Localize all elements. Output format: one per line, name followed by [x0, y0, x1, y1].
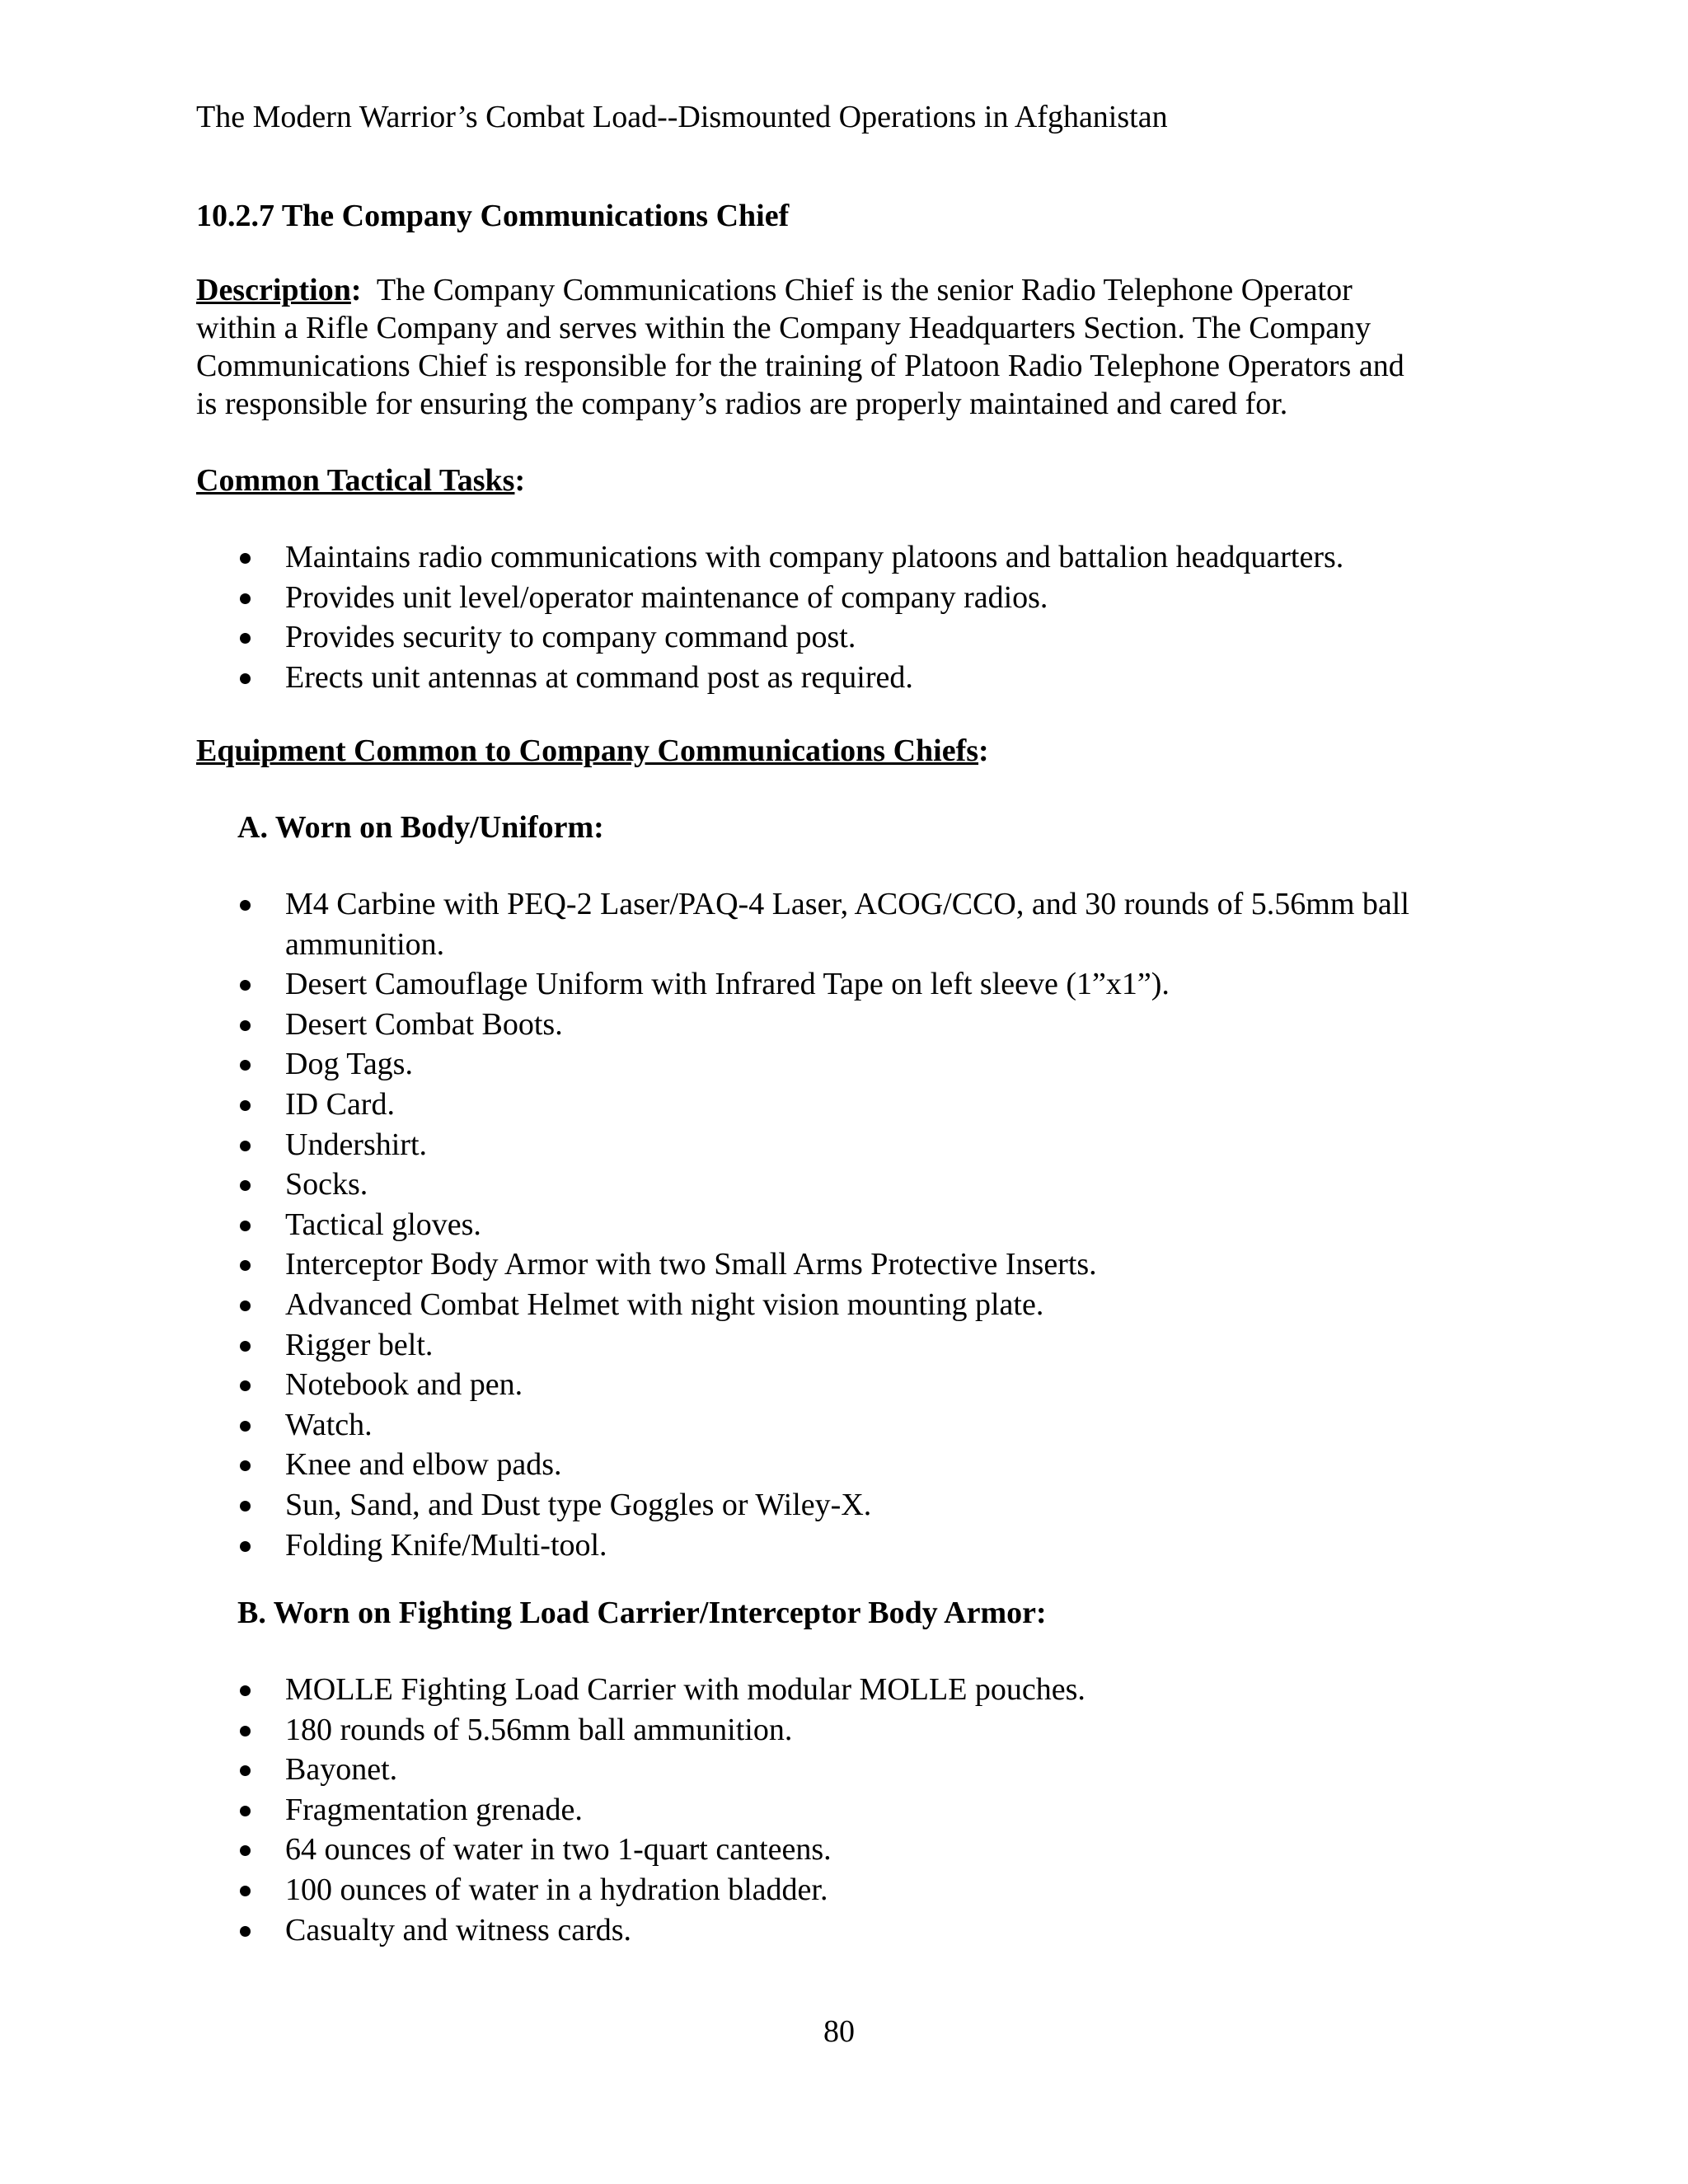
list-item-text: Desert Combat Boots.	[285, 1006, 563, 1042]
bullet-icon	[240, 633, 251, 644]
list-item	[196, 1910, 1515, 1951]
group-a-list	[196, 884, 1515, 1565]
list-item	[196, 1526, 1515, 1566]
bullet-icon	[240, 553, 251, 564]
list-item-text: Socks.	[285, 1167, 368, 1202]
list-item	[196, 1750, 1515, 1790]
list-item	[196, 1870, 1515, 1910]
list-item	[196, 1044, 1515, 1085]
bullet-icon	[240, 980, 251, 991]
list-item	[196, 617, 1515, 658]
bullet-icon	[240, 1341, 251, 1352]
bullet-icon	[240, 1260, 251, 1271]
list-item-text: Tactical gloves.	[285, 1207, 481, 1242]
description-line-4: is responsible for ensuring the company’s radios are properly maintained and cared for.	[196, 387, 1288, 421]
running-header-title: The Modern Warrior’s Combat Load--Dismounted Operations in Afghanistan	[196, 100, 1168, 134]
list-item	[196, 1285, 1515, 1325]
page-number: 80	[823, 2014, 855, 2049]
group-a-heading: A. Worn on Body/Uniform:	[237, 810, 604, 845]
list-item	[196, 1325, 1515, 1366]
list-item	[196, 964, 1515, 1005]
bullet-icon	[240, 1460, 251, 1471]
bullet-icon	[240, 1685, 251, 1696]
common-tasks-list	[196, 537, 1515, 697]
list-item-text: MOLLE Fighting Load Carrier with modular MOLLE pouches.	[285, 1672, 1085, 1707]
description-label-colon: :	[350, 273, 362, 307]
list-item	[196, 1165, 1515, 1205]
list-item-text: Provides unit level/operator maintenance of company radios.	[285, 579, 1048, 615]
document-page	[196, 0, 1515, 2184]
bullet-icon	[240, 1501, 251, 1511]
list-item	[196, 884, 1515, 964]
list-item-text: Desert Camouflage Uniform with Infrared Tape on left sleeve (1”x1”).	[285, 967, 1170, 1002]
list-item-text: Notebook and pen.	[285, 1367, 523, 1403]
list-item	[196, 1005, 1515, 1045]
list-item	[196, 658, 1515, 698]
bullet-icon	[240, 1421, 251, 1432]
bullet-icon	[240, 1380, 251, 1391]
bullet-icon	[240, 1141, 251, 1151]
description-text-1: The Company Communications Chief is the senior Radio Telephone Operator	[376, 273, 1353, 307]
list-item-text: Casualty and witness cards.	[285, 1912, 632, 1947]
list-item	[196, 1205, 1515, 1245]
bullet-icon	[240, 1301, 251, 1311]
list-item	[196, 1830, 1515, 1870]
list-item-text: Advanced Combat Helmet with night vision mounting plate.	[285, 1286, 1044, 1322]
list-item	[196, 1790, 1515, 1830]
list-item-text-continued: ammunition.	[285, 926, 445, 962]
list-item	[196, 578, 1515, 618]
bullet-icon	[240, 900, 251, 911]
bullet-icon	[240, 1765, 251, 1776]
list-item-text: Fragmentation grenade.	[285, 1792, 583, 1827]
description-line-3: Communications Chief is responsible for the training of Platoon Radio Telephone Operators and	[196, 349, 1404, 383]
list-item-text: Erects unit antennas at command post as required.	[285, 659, 913, 695]
group-b-list	[196, 1670, 1515, 1950]
bullet-icon	[240, 1020, 251, 1031]
description-line-1	[196, 271, 1515, 309]
list-item	[196, 1670, 1515, 1710]
equipment-heading-text: Equipment Common to Company Communications Chiefs	[196, 733, 979, 768]
description-line-2: within a Rifle Company and serves within the Company Headquarters Section. The Company	[196, 311, 1372, 345]
list-item	[196, 1085, 1515, 1125]
list-item-text: Knee and elbow pads.	[285, 1447, 562, 1483]
list-item-text: Interceptor Body Armor with two Small Arms Protective Inserts.	[285, 1247, 1097, 1282]
list-item	[196, 537, 1515, 578]
list-item	[196, 1405, 1515, 1446]
description-paragraph	[196, 271, 1515, 423]
list-item	[196, 1710, 1515, 1750]
bullet-icon	[240, 1060, 251, 1071]
bullet-icon	[240, 1541, 251, 1552]
bullet-icon	[240, 593, 251, 604]
equipment-heading-colon: :	[978, 733, 989, 768]
bullet-icon	[240, 1806, 251, 1816]
description-label: Description	[196, 273, 351, 307]
list-item-text: Undershirt.	[285, 1127, 428, 1162]
list-item-text: 100 ounces of water in a hydration bladder.	[285, 1872, 828, 1907]
list-item-text: Watch.	[285, 1407, 373, 1442]
bullet-icon	[240, 1926, 251, 1937]
equipment-heading	[196, 731, 989, 771]
bullet-icon	[240, 1221, 251, 1231]
list-item	[196, 1125, 1515, 1165]
group-b-heading: B. Worn on Fighting Load Carrier/Interceptor Body Armor:	[237, 1596, 1047, 1630]
section-heading: 10.2.7 The Company Communications Chief	[196, 199, 790, 233]
list-item-text: M4 Carbine with PEQ-2 Laser/PAQ-4 Laser, ACOG/CCO, and 30 rounds of 5.56mm ball	[285, 887, 1409, 921]
list-item-text: Dog Tags.	[285, 1047, 413, 1082]
bullet-icon	[240, 1886, 251, 1896]
common-tasks-heading-text: Common Tactical Tasks	[196, 463, 515, 498]
list-item-text: Folding Knife/Multi-tool.	[285, 1527, 607, 1563]
bullet-icon	[240, 1100, 251, 1111]
list-item	[196, 1244, 1515, 1285]
list-item-text: ID Card.	[285, 1086, 395, 1122]
list-item-text: Maintains radio communications with company platoons and battalion headquarters.	[285, 540, 1344, 574]
list-item-text: 180 rounds of 5.56mm ball ammunition.	[285, 1712, 793, 1747]
list-item	[196, 1445, 1515, 1485]
list-item-text: Bayonet.	[285, 1752, 398, 1788]
list-item-text: Sun, Sand, and Dust type Goggles or Wiley-X.	[285, 1487, 872, 1522]
list-item-text: Provides security to company command post.	[285, 620, 856, 655]
bullet-icon	[240, 1845, 251, 1856]
list-item-text: 64 ounces of water in two 1-quart canteens.	[285, 1832, 832, 1868]
list-item-text: Rigger belt.	[285, 1327, 434, 1362]
list-item	[196, 1485, 1515, 1526]
bullet-icon	[240, 1180, 251, 1191]
common-tasks-heading	[196, 461, 525, 500]
common-tasks-heading-colon: :	[514, 463, 526, 498]
list-item	[196, 1365, 1515, 1405]
bullet-icon	[240, 1726, 251, 1736]
bullet-icon	[240, 673, 251, 684]
